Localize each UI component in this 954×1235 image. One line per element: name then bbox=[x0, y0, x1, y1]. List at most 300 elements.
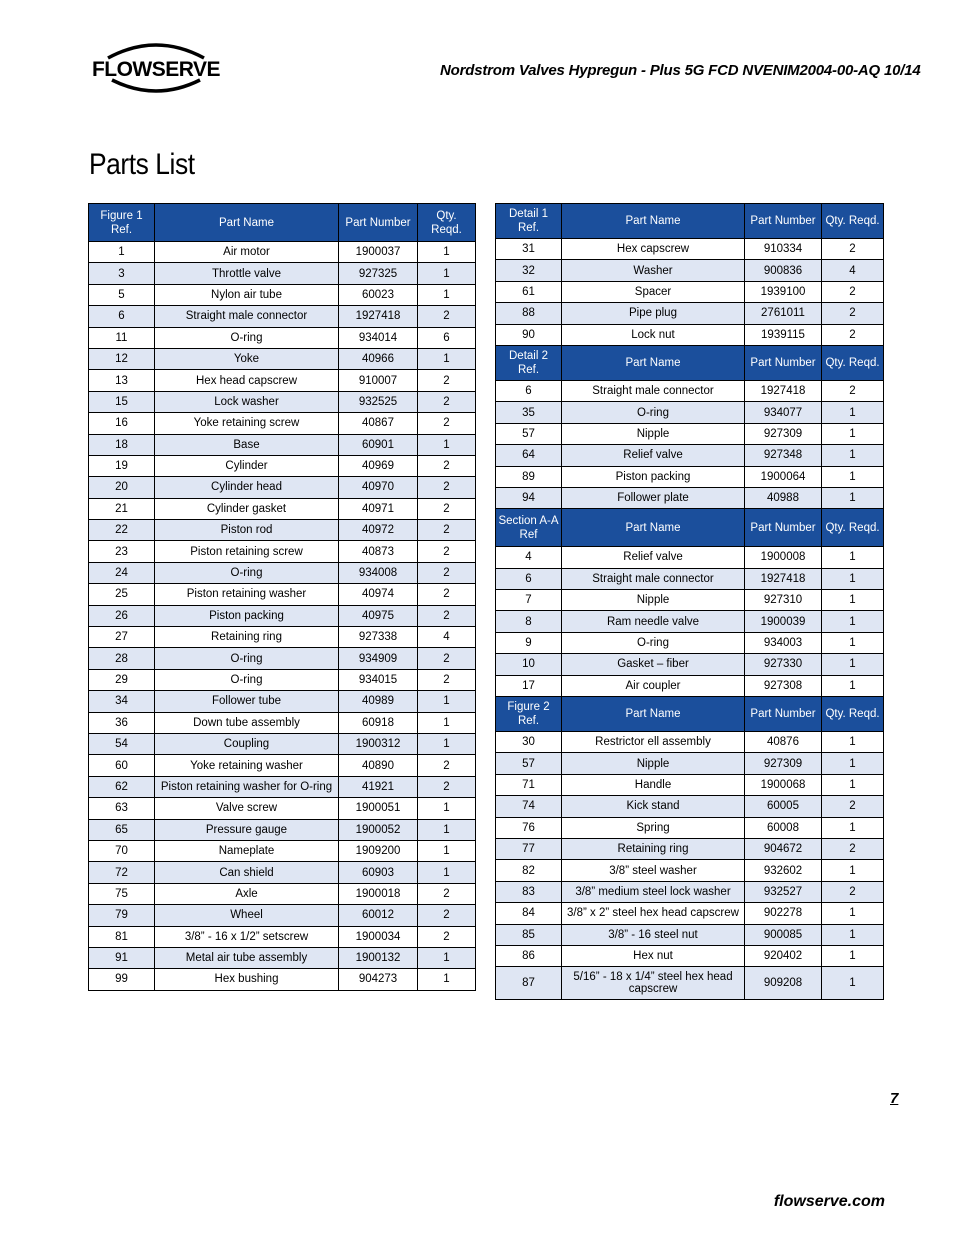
table-cell: Part Name bbox=[155, 204, 339, 242]
table-cell: Ram needle valve bbox=[562, 611, 745, 632]
table-cell: 76 bbox=[496, 817, 562, 838]
table-cell: 83 bbox=[496, 881, 562, 902]
brand-name: FLOWSERVE bbox=[91, 58, 221, 81]
table-row bbox=[89, 541, 476, 562]
section-header-row bbox=[496, 345, 884, 380]
table-cell: O-ring bbox=[562, 632, 745, 653]
table-cell: 2 bbox=[822, 281, 884, 302]
table-row bbox=[89, 755, 476, 776]
table-cell: 2 bbox=[418, 562, 476, 583]
table-cell: Hex nut bbox=[562, 945, 745, 966]
table-cell: 2 bbox=[418, 776, 476, 797]
table-cell: 23 bbox=[89, 541, 155, 562]
table-cell: 8 bbox=[496, 611, 562, 632]
table-cell: 1900312 bbox=[339, 733, 418, 754]
table-cell: 1 bbox=[822, 654, 884, 675]
table-cell: 60903 bbox=[339, 862, 418, 883]
table-cell: 40975 bbox=[339, 605, 418, 626]
table-cell: Piston retaining screw bbox=[155, 541, 339, 562]
table-cell: 2 bbox=[822, 881, 884, 902]
table-cell: 932525 bbox=[339, 391, 418, 412]
table-cell: 28 bbox=[89, 648, 155, 669]
table-cell: 2 bbox=[418, 477, 476, 498]
table-cell: 2 bbox=[418, 306, 476, 327]
table-row bbox=[89, 733, 476, 754]
table-cell: 3/8” steel washer bbox=[562, 860, 745, 881]
section-header-row bbox=[496, 509, 884, 547]
table-cell: 6 bbox=[496, 380, 562, 401]
table-cell: 2 bbox=[418, 926, 476, 947]
table-cell: 31 bbox=[496, 239, 562, 260]
table-cell: 3/8” x 2” steel hex head capscrew bbox=[562, 903, 745, 924]
table-cell: 88 bbox=[496, 303, 562, 324]
table-cell: Pressure gauge bbox=[155, 819, 339, 840]
table-cell: 900085 bbox=[745, 924, 822, 945]
table-cell: 2 bbox=[418, 391, 476, 412]
table-cell: 13 bbox=[89, 370, 155, 391]
table-cell: 57 bbox=[496, 423, 562, 444]
table-cell: 1 bbox=[822, 945, 884, 966]
table-cell: 2 bbox=[418, 520, 476, 541]
table-cell: Kick stand bbox=[562, 796, 745, 817]
table-row bbox=[496, 380, 884, 401]
table-cell: 2 bbox=[418, 498, 476, 519]
table-cell: Retaining ring bbox=[155, 627, 339, 648]
table-cell: O-ring bbox=[155, 327, 339, 348]
table-cell: Piston packing bbox=[562, 466, 745, 487]
table-row bbox=[89, 926, 476, 947]
table-cell: 934077 bbox=[745, 402, 822, 423]
table-header-row bbox=[89, 204, 476, 242]
table-cell: Wheel bbox=[155, 905, 339, 926]
table-cell: Yoke bbox=[155, 348, 339, 369]
table-cell: 1 bbox=[822, 402, 884, 423]
table-row bbox=[496, 281, 884, 302]
table-row bbox=[496, 817, 884, 838]
table-cell: 60023 bbox=[339, 284, 418, 305]
table-cell: 1 bbox=[822, 590, 884, 611]
table-cell: Nylon air tube bbox=[155, 284, 339, 305]
table-cell: 1 bbox=[822, 753, 884, 774]
table-cell: Nipple bbox=[562, 423, 745, 444]
table-row bbox=[89, 348, 476, 369]
table-cell: Piston packing bbox=[155, 605, 339, 626]
table-cell: Spacer bbox=[562, 281, 745, 302]
table-cell: O-ring bbox=[155, 562, 339, 583]
table-cell: 1927418 bbox=[745, 380, 822, 401]
table-cell: 934003 bbox=[745, 632, 822, 653]
table-cell: Nameplate bbox=[155, 840, 339, 861]
table-cell: 4 bbox=[418, 627, 476, 648]
table-cell: 40966 bbox=[339, 348, 418, 369]
table-cell: 6 bbox=[496, 568, 562, 589]
table-cell: Part Number bbox=[745, 509, 822, 547]
table-cell: Part Name bbox=[562, 509, 745, 547]
table-row bbox=[89, 370, 476, 391]
table-cell: 63 bbox=[89, 798, 155, 819]
table-cell: 7 bbox=[496, 590, 562, 611]
table-row bbox=[496, 324, 884, 345]
table-cell: 1900064 bbox=[745, 466, 822, 487]
table-cell: 2 bbox=[822, 796, 884, 817]
table-cell: 1 bbox=[822, 547, 884, 568]
section-header-row bbox=[496, 204, 884, 239]
table-cell: Spring bbox=[562, 817, 745, 838]
table-cell: Lock nut bbox=[562, 324, 745, 345]
table-cell: Metal air tube assembly bbox=[155, 947, 339, 968]
table-row bbox=[496, 654, 884, 675]
table-cell: 1900052 bbox=[339, 819, 418, 840]
table-cell: 1 bbox=[822, 924, 884, 945]
table-cell: 1900132 bbox=[339, 947, 418, 968]
table-cell: Piston retaining washer for O-ring bbox=[155, 776, 339, 797]
table-cell: 1 bbox=[418, 242, 476, 263]
table-row bbox=[496, 774, 884, 795]
table-cell: Air coupler bbox=[562, 675, 745, 696]
table-cell: 60918 bbox=[339, 712, 418, 733]
table-cell: 6 bbox=[418, 327, 476, 348]
table-cell: Part Number bbox=[339, 204, 418, 242]
table-cell: Washer bbox=[562, 260, 745, 281]
table-cell: 932527 bbox=[745, 881, 822, 902]
table-cell: 40873 bbox=[339, 541, 418, 562]
table-cell: 904672 bbox=[745, 838, 822, 859]
table-cell: Air motor bbox=[155, 242, 339, 263]
table-cell: 1 bbox=[822, 632, 884, 653]
table-cell: Part Number bbox=[745, 345, 822, 380]
table-cell: 1 bbox=[418, 691, 476, 712]
table-cell: Qty. Reqd. bbox=[822, 509, 884, 547]
table-cell: Restrictor ell assembly bbox=[562, 732, 745, 753]
table-cell: Can shield bbox=[155, 862, 339, 883]
table-cell: 1 bbox=[418, 819, 476, 840]
table-cell: Gasket – fiber bbox=[562, 654, 745, 675]
table-row bbox=[89, 584, 476, 605]
table-cell: 60008 bbox=[745, 817, 822, 838]
table-row bbox=[496, 732, 884, 753]
table-cell: 25 bbox=[89, 584, 155, 605]
table-cell: Yoke retaining washer bbox=[155, 755, 339, 776]
table-cell: 9 bbox=[496, 632, 562, 653]
table-cell: 4 bbox=[822, 260, 884, 281]
table-cell: 11 bbox=[89, 327, 155, 348]
table-cell: Detail 2 Ref. bbox=[496, 345, 562, 380]
table-cell: 40989 bbox=[339, 691, 418, 712]
table-cell: 1 bbox=[418, 348, 476, 369]
table-cell: Qty. Reqd. bbox=[822, 697, 884, 732]
table-cell: 1 bbox=[418, 862, 476, 883]
table-cell: 927325 bbox=[339, 263, 418, 284]
table-cell: 84 bbox=[496, 903, 562, 924]
table-cell: 21 bbox=[89, 498, 155, 519]
page-title: Parts List bbox=[89, 148, 195, 181]
table-cell: 2 bbox=[822, 380, 884, 401]
table-cell: 18 bbox=[89, 434, 155, 455]
table-cell: Handle bbox=[562, 774, 745, 795]
table-row bbox=[496, 903, 884, 924]
table-cell: 36 bbox=[89, 712, 155, 733]
table-row bbox=[89, 969, 476, 990]
table-row bbox=[89, 477, 476, 498]
table-cell: Lock washer bbox=[155, 391, 339, 412]
table-cell: 62 bbox=[89, 776, 155, 797]
table-cell: 1 bbox=[822, 487, 884, 508]
table-cell: 54 bbox=[89, 733, 155, 754]
table-cell: 22 bbox=[89, 520, 155, 541]
table-row bbox=[496, 675, 884, 696]
table-cell: 24 bbox=[89, 562, 155, 583]
table-row bbox=[89, 862, 476, 883]
table-cell: Down tube assembly bbox=[155, 712, 339, 733]
table-cell: 1909200 bbox=[339, 840, 418, 861]
table-cell: 94 bbox=[496, 487, 562, 508]
table-cell: 1 bbox=[418, 840, 476, 861]
table-cell: Hex head capscrew bbox=[155, 370, 339, 391]
table-cell: 1 bbox=[822, 903, 884, 924]
table-cell: 72 bbox=[89, 862, 155, 883]
table-cell: 932602 bbox=[745, 860, 822, 881]
table-cell: 40867 bbox=[339, 413, 418, 434]
table-row bbox=[496, 967, 884, 1000]
figure-1-parts-table bbox=[88, 203, 476, 991]
table-cell: 61 bbox=[496, 281, 562, 302]
table-row bbox=[496, 466, 884, 487]
table-cell: 934008 bbox=[339, 562, 418, 583]
table-cell: 60 bbox=[89, 755, 155, 776]
table-cell: Follower tube bbox=[155, 691, 339, 712]
table-row bbox=[496, 796, 884, 817]
table-cell: 1 bbox=[822, 817, 884, 838]
table-cell: 2 bbox=[822, 239, 884, 260]
table-row bbox=[89, 605, 476, 626]
table-cell: Nipple bbox=[562, 753, 745, 774]
table-cell: 2 bbox=[418, 541, 476, 562]
table-cell: 1 bbox=[418, 434, 476, 455]
table-cell: 89 bbox=[496, 466, 562, 487]
table-cell: 1 bbox=[418, 733, 476, 754]
table-cell: 65 bbox=[89, 819, 155, 840]
table-cell: Axle bbox=[155, 883, 339, 904]
table-cell: 4 bbox=[496, 547, 562, 568]
table-cell: 2 bbox=[418, 883, 476, 904]
section-header-row bbox=[496, 697, 884, 732]
table-row bbox=[89, 520, 476, 541]
table-cell: 12 bbox=[89, 348, 155, 369]
table-cell: 927309 bbox=[745, 753, 822, 774]
table-cell: 3/8” - 16 x 1/2” setscrew bbox=[155, 926, 339, 947]
table-cell: 1900037 bbox=[339, 242, 418, 263]
table-cell: 2 bbox=[418, 755, 476, 776]
table-cell: 81 bbox=[89, 926, 155, 947]
table-cell: 85 bbox=[496, 924, 562, 945]
table-row bbox=[89, 327, 476, 348]
table-cell: 2 bbox=[418, 905, 476, 926]
table-cell: 1 bbox=[822, 568, 884, 589]
table-cell: 6 bbox=[89, 306, 155, 327]
table-row bbox=[496, 260, 884, 281]
table-row bbox=[496, 881, 884, 902]
table-cell: Piston retaining washer bbox=[155, 584, 339, 605]
table-cell: 909208 bbox=[745, 967, 822, 1000]
table-row bbox=[89, 434, 476, 455]
table-row bbox=[89, 242, 476, 263]
table-row bbox=[496, 547, 884, 568]
table-row bbox=[496, 590, 884, 611]
table-row bbox=[89, 905, 476, 926]
table-cell: 1 bbox=[418, 284, 476, 305]
table-cell: Coupling bbox=[155, 733, 339, 754]
table-cell: 10 bbox=[496, 654, 562, 675]
table-cell: 74 bbox=[496, 796, 562, 817]
table-row bbox=[89, 669, 476, 690]
table-row bbox=[496, 487, 884, 508]
table-cell: 27 bbox=[89, 627, 155, 648]
table-row bbox=[89, 498, 476, 519]
table-row bbox=[89, 712, 476, 733]
table-cell: Retaining ring bbox=[562, 838, 745, 859]
table-cell: 1900018 bbox=[339, 883, 418, 904]
table-row bbox=[89, 263, 476, 284]
table-cell: Valve screw bbox=[155, 798, 339, 819]
table-cell: 60012 bbox=[339, 905, 418, 926]
table-cell: 40890 bbox=[339, 755, 418, 776]
table-row bbox=[496, 924, 884, 945]
table-cell: 902278 bbox=[745, 903, 822, 924]
table-cell: 1 bbox=[89, 242, 155, 263]
table-cell: 2 bbox=[822, 303, 884, 324]
table-cell: 2 bbox=[418, 455, 476, 476]
table-cell: Base bbox=[155, 434, 339, 455]
table-cell: Cylinder head bbox=[155, 477, 339, 498]
table-row bbox=[496, 239, 884, 260]
table-cell: 87 bbox=[496, 967, 562, 1000]
table-cell: 82 bbox=[496, 860, 562, 881]
table-cell: 77 bbox=[496, 838, 562, 859]
table-cell: 86 bbox=[496, 945, 562, 966]
table-cell: 79 bbox=[89, 905, 155, 926]
table-cell: 2 bbox=[418, 648, 476, 669]
table-cell: Figure 2 Ref. bbox=[496, 697, 562, 732]
table-cell: 2 bbox=[418, 370, 476, 391]
table-cell: Straight male connector bbox=[562, 568, 745, 589]
table-cell: 32 bbox=[496, 260, 562, 281]
table-cell: 1 bbox=[822, 675, 884, 696]
table-row bbox=[89, 883, 476, 904]
table-cell: O-ring bbox=[155, 669, 339, 690]
table-cell: 934909 bbox=[339, 648, 418, 669]
table-cell: 1 bbox=[418, 263, 476, 284]
table-cell: 1 bbox=[822, 611, 884, 632]
table-cell: 2 bbox=[418, 413, 476, 434]
table-row bbox=[496, 611, 884, 632]
table-cell: 1900051 bbox=[339, 798, 418, 819]
table-cell: 910007 bbox=[339, 370, 418, 391]
table-row bbox=[89, 284, 476, 305]
table-cell: 19 bbox=[89, 455, 155, 476]
table-cell: 1900068 bbox=[745, 774, 822, 795]
table-cell: O-ring bbox=[155, 648, 339, 669]
table-cell: 2 bbox=[418, 584, 476, 605]
table-cell: 934015 bbox=[339, 669, 418, 690]
table-cell: 1 bbox=[822, 732, 884, 753]
table-cell: 71 bbox=[496, 774, 562, 795]
table-row bbox=[89, 819, 476, 840]
table-cell: 41921 bbox=[339, 776, 418, 797]
table-cell: 75 bbox=[89, 883, 155, 904]
table-cell: 26 bbox=[89, 605, 155, 626]
table-cell: Hex capscrew bbox=[562, 239, 745, 260]
table-cell: 1900039 bbox=[745, 611, 822, 632]
table-row bbox=[89, 648, 476, 669]
table-row bbox=[89, 391, 476, 412]
table-cell: 16 bbox=[89, 413, 155, 434]
table-cell: 927330 bbox=[745, 654, 822, 675]
table-cell: 910334 bbox=[745, 239, 822, 260]
table-row bbox=[89, 947, 476, 968]
table-cell: Part Name bbox=[562, 345, 745, 380]
table-cell: 927309 bbox=[745, 423, 822, 444]
table-cell: Figure 1 Ref. bbox=[89, 204, 155, 242]
table-cell: 1 bbox=[822, 967, 884, 1000]
table-cell: 15 bbox=[89, 391, 155, 412]
table-cell: 40876 bbox=[745, 732, 822, 753]
table-cell: Throttle valve bbox=[155, 263, 339, 284]
table-row bbox=[89, 306, 476, 327]
table-cell: 920402 bbox=[745, 945, 822, 966]
table-cell: Straight male connector bbox=[562, 380, 745, 401]
table-cell: 2 bbox=[822, 324, 884, 345]
table-cell: 1 bbox=[822, 445, 884, 466]
table-cell: Relief valve bbox=[562, 547, 745, 568]
table-cell: Section A-A Ref bbox=[496, 509, 562, 547]
table-cell: Straight male connector bbox=[155, 306, 339, 327]
table-cell: Piston rod bbox=[155, 520, 339, 541]
table-cell: 927308 bbox=[745, 675, 822, 696]
table-cell: 40988 bbox=[745, 487, 822, 508]
table-cell: 1 bbox=[822, 423, 884, 444]
table-row bbox=[89, 798, 476, 819]
table-cell: 927338 bbox=[339, 627, 418, 648]
table-row bbox=[89, 776, 476, 797]
table-cell: 2761011 bbox=[745, 303, 822, 324]
table-cell: 1 bbox=[418, 969, 476, 990]
table-cell: O-ring bbox=[562, 402, 745, 423]
table-cell: Relief valve bbox=[562, 445, 745, 466]
table-cell: 2 bbox=[418, 669, 476, 690]
table-cell: 99 bbox=[89, 969, 155, 990]
table-cell: Nipple bbox=[562, 590, 745, 611]
table-cell: 2 bbox=[822, 838, 884, 859]
table-cell: Cylinder gasket bbox=[155, 498, 339, 519]
footer-url[interactable]: flowserve.com bbox=[773, 1193, 885, 1210]
table-cell: 91 bbox=[89, 947, 155, 968]
table-cell: Qty. Reqd. bbox=[418, 204, 476, 242]
table-row bbox=[496, 445, 884, 466]
table-cell: 60005 bbox=[745, 796, 822, 817]
table-cell: 2 bbox=[418, 605, 476, 626]
table-cell: 1 bbox=[418, 712, 476, 733]
table-row bbox=[496, 303, 884, 324]
table-cell: 20 bbox=[89, 477, 155, 498]
table-row bbox=[496, 568, 884, 589]
table-row bbox=[496, 753, 884, 774]
table-cell: 1 bbox=[822, 860, 884, 881]
table-row bbox=[89, 413, 476, 434]
table-cell: Qty. Reqd. bbox=[822, 345, 884, 380]
table-cell: 40972 bbox=[339, 520, 418, 541]
table-row bbox=[89, 840, 476, 861]
table-cell: 1 bbox=[822, 466, 884, 487]
